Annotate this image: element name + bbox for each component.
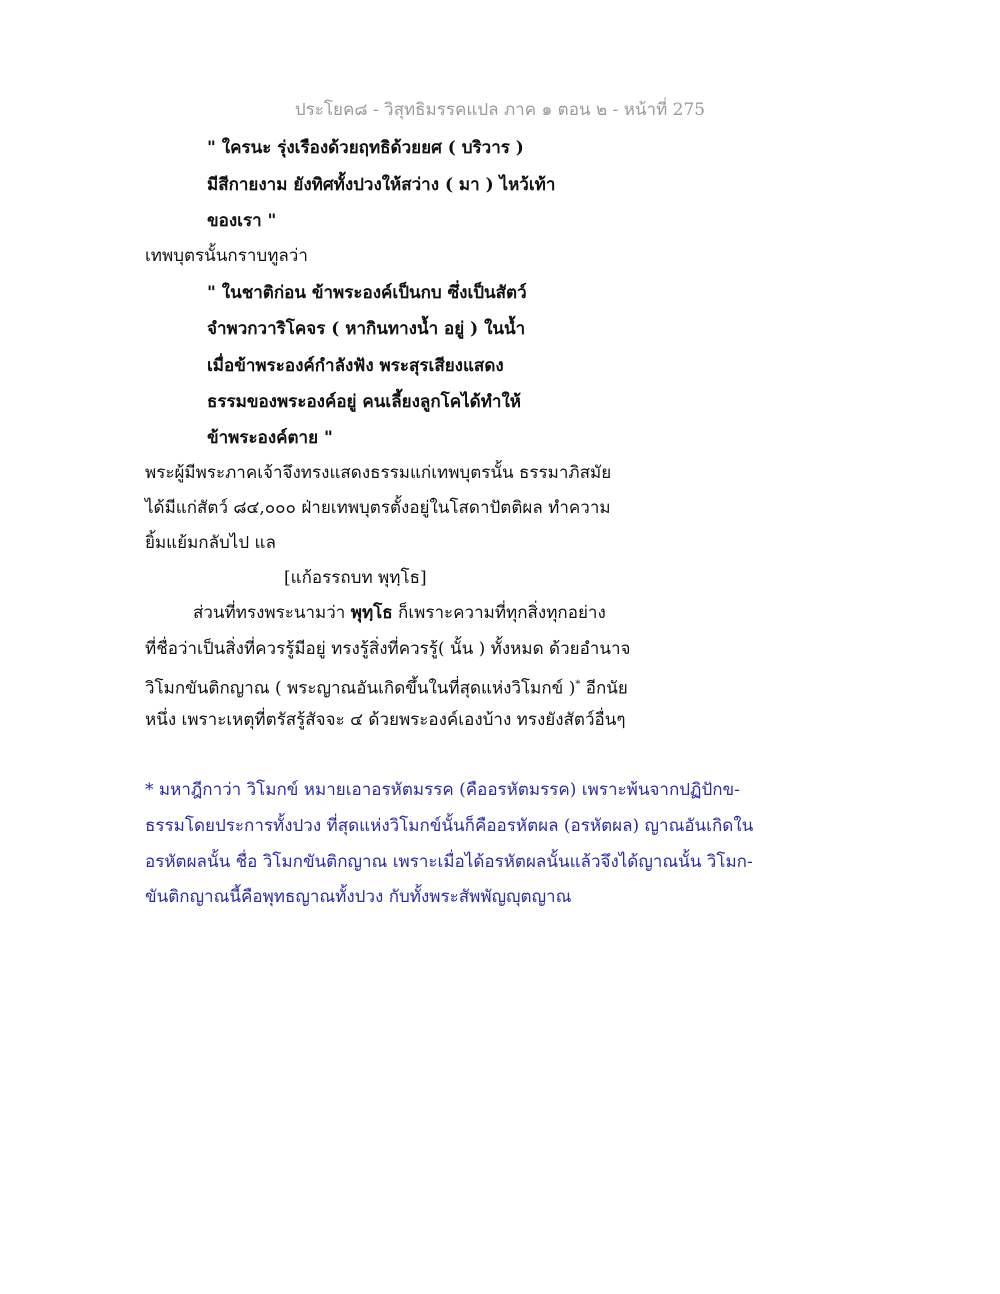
paragraph-line: ที่ชื่อว่าเป็นสิ่งที่ควรรู้มีอยู่ ทรงรู้สิ่งที่ควรรู้( นั้น ) ทั้งหมด ด้วยอำนาจ [145,639,631,659]
verse-line: ข้าพระองค์ตาย " [207,428,333,448]
paragraph-text: ก็เพราะความที่ทุกสิ่งทุกอย่าง [392,603,606,623]
footnote-line: ธรรมโดยประการทั้งปวง ที่สุดแห่งวิโมกข์นั้นก็คืออรหัตผล (อรหัตผล) ญาณอันเกิดใน [145,816,754,836]
reply-intro: เทพบุตรนั้นกราบทูลว่า [145,246,308,266]
paragraph-line [145,674,628,700]
verse-line: ของเรา " [207,211,277,231]
verse-line: มีสีกายงาม ยังทิศทั้งปวงให้สว่าง ( มา ) ไหว้เท้า [207,175,556,195]
paragraph-line: ได้มีแก่สัตว์ ๘๔,๐๐๐ ฝ่ายเทพบุตรตั้งอยู่ในโสดาปัตติผล ทำความ [145,498,611,518]
verse-line: " ในชาติก่อน ข้าพระองค์เป็นกบ ซึ่งเป็นสัตว์ [207,283,527,303]
footnote-line: * มหาฎีกาว่า วิโมกข์ หมายเอาอรหัตมรรค (คืออรหัตมรรค) เพราะพ้นจากปฏิปักข- [145,780,740,800]
paragraph-text: วิโมกขันติกญาณ ( พระญาณอันเกิดขึ้นในที่สุดแห่งวิโมกข์ ) [145,678,576,699]
footnote-marker: * [575,679,581,690]
term-buddho: พุทฺโธ [350,603,393,623]
paragraph-line: ยิ้มแย้มกลับไป แล [145,533,276,553]
verse-line: ธรรมของพระองค์อยู่ คนเลี้ยงลูกโคได้ทำให้ [207,392,521,412]
footnote-line: อรหัตผลนั้น ชื่อ วิโมกขันติกญาณ เพราะเมื่อได้อรหัตผลนั้นแล้วจึงได้ญาณนั้น วิโมก- [145,852,753,872]
verse-line: จำพวกวาริโคจร ( หากินทางน้ำ อยู่ ) ในน้ำ [207,319,526,339]
paragraph-line: พระผู้มีพระภาคเจ้าจึงทรงแสดงธรรมแก่เทพบุตรนั้น ธรรมาภิสมัย [145,463,612,483]
running-header: ประโยค๘ - วิสุทธิมรรคแปล ภาค ๑ ตอน ๒ - หน้าที่ 275 [294,100,706,120]
paragraph-line [193,602,606,624]
footnote-line: ขันติกญาณนี้คือพุทธญาณทั้งปวง กับทั้งพระสัพพัญญุตญาณ [145,887,572,907]
verse-line: เมื่อข้าพระองค์กำลังฟัง พระสุรเสียงแสดง [207,356,504,376]
section-title: [แก้อรรถบท พุทฺโธ] [284,568,427,588]
paragraph-text: ส่วนที่ทรงพระนามว่า [193,603,351,623]
paragraph-line: หนึ่ง เพราะเหตุที่ตรัสรู้สัจจะ ๔ ด้วยพระองค์เองบ้าง ทรงยังสัตว์อื่นๆ [145,710,626,730]
paragraph-text: อีกนัย [580,678,628,699]
verse-line: " ใครนะ รุ่งเรืองด้วยฤทธิด้วยยศ ( บริวาร ) [207,138,524,158]
